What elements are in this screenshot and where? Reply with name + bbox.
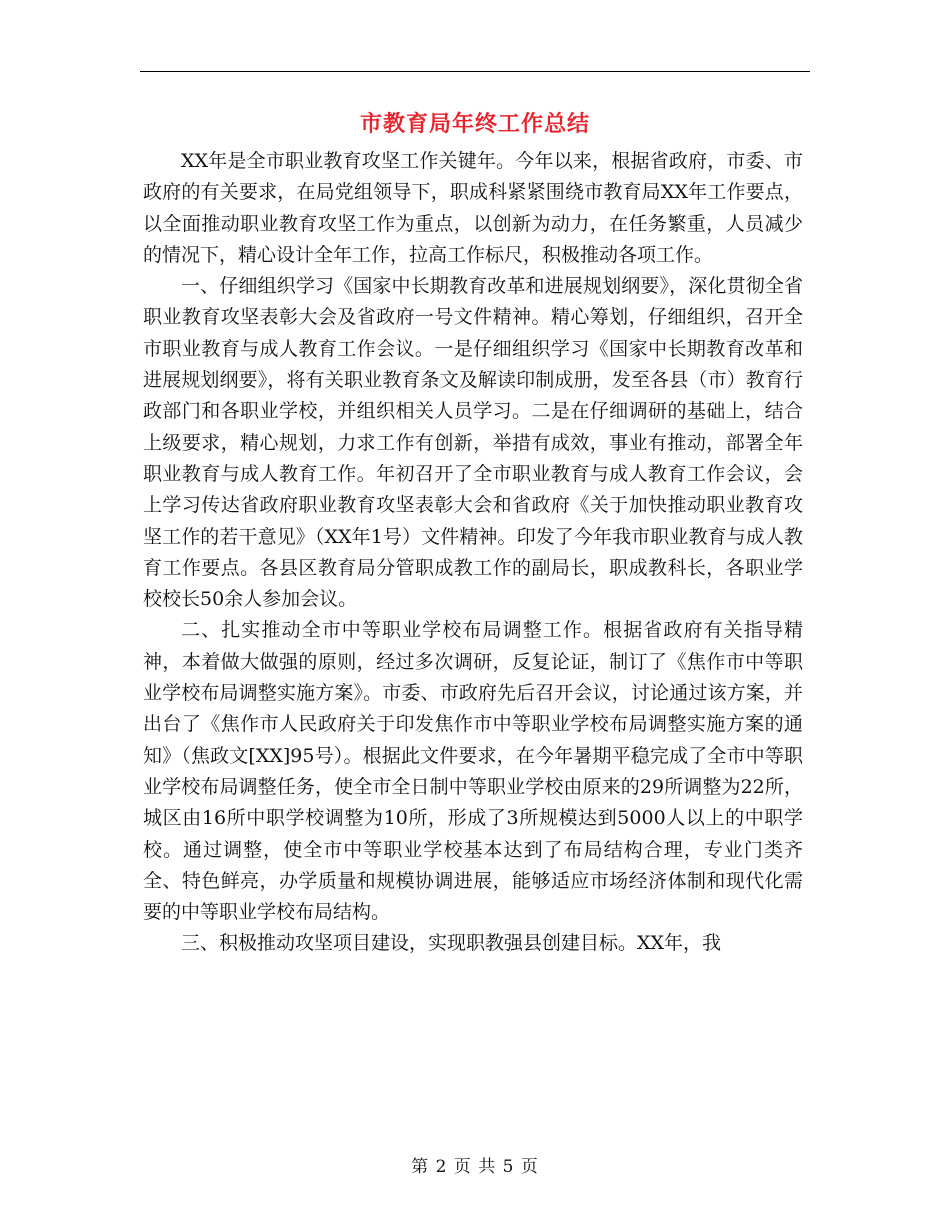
document-title: 市教育局年终工作总结 [359, 111, 590, 137]
paragraph-section-3: 三、积极推动攻坚项目建设，实现职教强县创建目标。XX年，我 [181, 932, 722, 955]
paragraph-intro: XX年是全市职业教育攻坚工作关键年。今年以来，根据省政府，市委、市政府的有关要求，在局党组领导下，职成科紧紧围绕市教育局XX年工作要点，以全面推动职业教育攻坚工作为重点，以创新为动力，在任务繁重，人员减少的情况下，精心设计全年工作，拉高工作标尺，积极推动各项工作。 [143, 150, 803, 266]
header-rule [140, 71, 810, 72]
paragraph-section-2: 二、扎实推动全市中等职业学校布局调整工作。根据省政府有关指导精神，本着做大做强的原则，经过多次调研，反复论证，制订了《焦作市中等职业学校布局调整实施方案》。市委、市政府先后召开会议，讨论通过该方案，并出台了《焦作市人民政府关于印发焦作市中等职业学校布局调整实施方案的通知》（焦政文[XX]95号）。根据此文件要求，在今年暑期平稳完成了全市中等职业学校布局调整任务，使全市全日制中等职业学校由原来的29所调整为22所，城区由16所中职学校调整为10所，形成了3所规模达到5000人以上的中职学校。通过调整，使全市中等职业学校基本达到了布局结构合理，专业门类齐全、特色鲜亮，办学质量和规模协调进展，能够适应市场经济体制和现代化需要的中等职业学校布局结构。 [143, 619, 803, 924]
document-body [143, 146, 803, 960]
paragraph-section-1: 一、仔细组织学习《国家中长期教育改革和进展规划纲要》，深化贯彻全省职业教育攻坚表彰大会及省政府一号文件精神。精心筹划，仔细组织，召开全市职业教育与成人教育工作会议。一是仔细组织学习《国家中长期教育改革和进展规划纲要》，将有关职业教育条文及解读印制成册，发至各县（市）教育行政部门和各职业学校，并组织相关人员学习。二是在仔细调研的基础上，结合上级要求，精心规划，力求工作有创新，举措有成效，事业有推动，部署全年职业教育与成人教育工作。年初召开了全市职业教育与成人教育工作会议，会上学习传达省政府职业教育攻坚表彰大会和省政府《关于加快推动职业教育攻坚工作的若干意见》（XX年1号）文件精神。印发了今年我市职业教育与成人教育工作要点。各县区教育局分管职成教工作的副局长，职成教科长，各职业学校校长50余人参加会议。 [143, 275, 803, 611]
page-number-footer: 第 2 页 共 5 页 [411, 1157, 539, 1177]
